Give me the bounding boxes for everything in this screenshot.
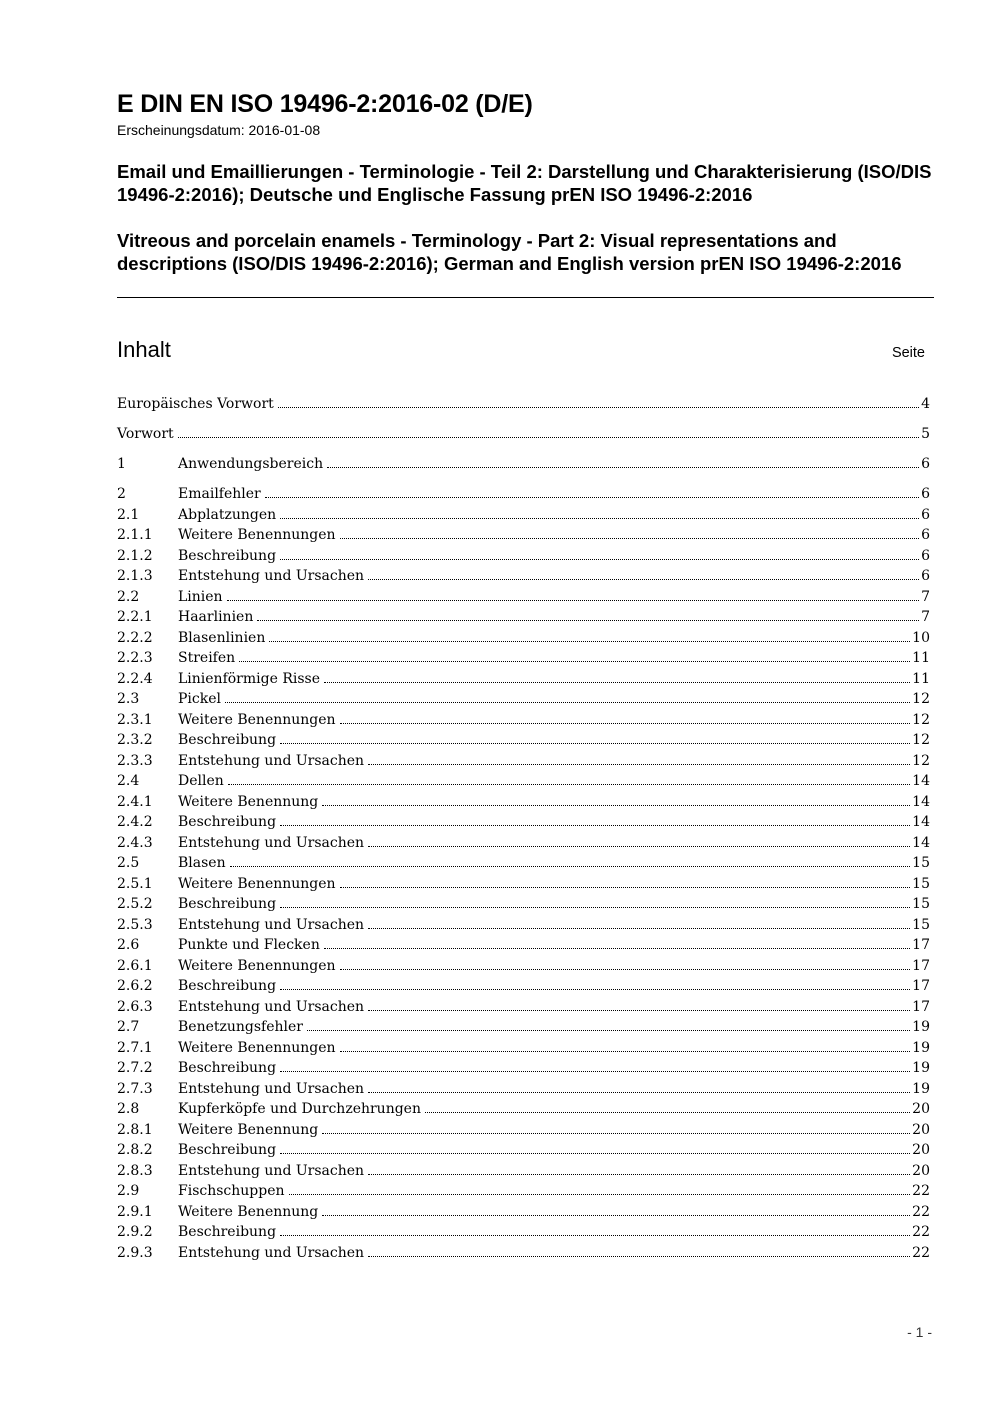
toc-entry-page: 12: [912, 730, 930, 751]
toc-leader-dots: [227, 587, 920, 601]
toc-entry[interactable]: [117, 394, 930, 415]
toc-entry-page: 11: [912, 648, 930, 669]
toc-entry-title: Haarlinien: [178, 607, 255, 628]
toc-entry-title: Weitere Benennungen: [178, 1038, 338, 1059]
toc-entry[interactable]: [117, 525, 930, 546]
title-german: Email und Emaillierungen - Terminologie - Teil 2: Darstellung und Charakterisierung (ISO/DIS 19496-2:2016); Deutsche und Englische Fassung prEN ISO 19496-2:2016: [117, 161, 932, 205]
toc-entry[interactable]: [117, 566, 930, 587]
toc-entry[interactable]: [117, 1202, 930, 1223]
toc-entry[interactable]: [117, 956, 930, 977]
toc-entry[interactable]: [117, 1243, 930, 1264]
toc-entry-number: 2.2.3: [117, 650, 153, 666]
toc-entry-page: 20: [912, 1120, 930, 1141]
toc-entry[interactable]: [117, 1058, 930, 1079]
toc-entry-page: 14: [912, 771, 930, 792]
toc-entry-title: Dellen: [178, 771, 226, 792]
table-of-contents: [117, 394, 930, 1263]
toc-entry-number: 2.3.3: [117, 752, 153, 769]
toc-entry-number: 2.9.3: [117, 1244, 153, 1261]
page-number: - 1 -: [907, 1324, 932, 1340]
toc-entry[interactable]: [117, 546, 930, 567]
toc-entry-title: Entstehung und Ursachen: [178, 833, 366, 854]
toc-entry-title: Entstehung und Ursachen: [178, 751, 366, 772]
document-id: E DIN EN ISO 19496-2:2016-02 (D/E): [117, 90, 533, 118]
toc-entry-number: 2.1.1: [117, 527, 153, 543]
toc-entry-title: Weitere Benennung: [178, 1120, 320, 1141]
toc-entry-page: 19: [912, 1079, 930, 1100]
toc-entry[interactable]: [117, 874, 930, 895]
toc-leader-dots: [327, 454, 919, 468]
toc-entry[interactable]: [117, 1038, 930, 1059]
toc-entry[interactable]: [117, 1099, 930, 1120]
toc-entry-page: 17: [912, 976, 930, 997]
toc-entry-page: 20: [912, 1140, 930, 1161]
toc-entry-page: 6: [921, 484, 930, 505]
toc-leader-dots: [280, 894, 910, 908]
toc-entry-number: 2.2.1: [117, 609, 153, 625]
toc-entry-number: 2.7: [117, 1019, 140, 1035]
toc-leader-dots: [340, 525, 920, 539]
toc-entry-number: 2.7.1: [117, 1039, 153, 1056]
toc-leader-dots: [280, 1140, 910, 1154]
toc-entry-number: 2.7.3: [117, 1080, 153, 1097]
toc-leader-dots: [307, 1017, 910, 1031]
toc-entry-page: 6: [921, 566, 930, 587]
toc-entry-title: Blasen: [178, 853, 228, 874]
toc-entry-page: 6: [921, 505, 930, 526]
toc-entry-page: 12: [912, 689, 930, 710]
toc-entry-page: 17: [912, 935, 930, 956]
toc-entry-title: Beschreibung: [178, 1058, 278, 1079]
toc-entry-page: 12: [912, 710, 930, 731]
toc-entry-title: Vorwort: [117, 424, 176, 445]
toc-entry[interactable]: [117, 505, 930, 526]
toc-entry-title: Streifen: [178, 648, 237, 669]
toc-entry[interactable]: [117, 669, 930, 690]
toc-entry-number: 2.6: [117, 937, 140, 953]
toc-entry-page: 6: [921, 525, 930, 546]
toc-leader-dots: [280, 812, 910, 826]
toc-entry-number: 2.5.3: [117, 916, 153, 933]
toc-entry-title: Weitere Benennungen: [178, 710, 338, 731]
toc-entry[interactable]: [117, 894, 930, 915]
toc-entry-title: Beschreibung: [178, 812, 278, 833]
toc-entry[interactable]: [117, 1161, 930, 1182]
toc-entry-number: 2.6.1: [117, 957, 153, 974]
toc-entry-number: 2.6.3: [117, 998, 153, 1015]
toc-entry-number: 2.2.4: [117, 670, 153, 687]
toc-leader-dots: [368, 751, 910, 765]
toc-entry-title: Emailfehler: [178, 484, 263, 505]
toc-entry-title: Weitere Benennungen: [178, 525, 338, 546]
toc-entry-number: 2.3: [117, 691, 140, 707]
toc-leader-dots: [269, 628, 910, 642]
toc-entry[interactable]: [117, 628, 930, 649]
toc-entry-number: 2.8: [117, 1101, 140, 1117]
toc-entry-number: 2.5.1: [117, 875, 153, 892]
toc-entry[interactable]: [117, 976, 930, 997]
toc-entry-page: 12: [912, 751, 930, 772]
toc-entry-title: Beschreibung: [178, 1140, 278, 1161]
toc-entry-title: Pickel: [178, 689, 223, 710]
toc-entry-title: Weitere Benennungen: [178, 874, 338, 895]
toc-leader-dots: [340, 710, 911, 724]
toc-entry-number: 2.4.2: [117, 814, 153, 830]
toc-leader-dots: [368, 1079, 910, 1093]
toc-entry[interactable]: [117, 648, 930, 669]
toc-entry-number: 2.8.3: [117, 1162, 153, 1179]
toc-entry-title: Weitere Benennung: [178, 1202, 320, 1223]
toc-leader-dots: [280, 976, 910, 990]
toc-leader-dots: [368, 1161, 910, 1175]
toc-entry-title: Entstehung und Ursachen: [178, 1079, 366, 1100]
toc-entry[interactable]: [117, 1079, 930, 1100]
toc-leader-dots: [280, 546, 919, 560]
toc-entry-title: Weitere Benennungen: [178, 956, 338, 977]
toc-entry-number: 2.1: [117, 506, 140, 523]
toc-entry-title: Entstehung und Ursachen: [178, 1161, 366, 1182]
toc-entry-number: 2.1.2: [117, 547, 153, 564]
toc-entry-page: 6: [921, 546, 930, 567]
toc-entry-title: Anwendungsbereich: [178, 454, 325, 475]
toc-entry-number: 2.6.2: [117, 978, 153, 994]
toc-entry-page: 15: [912, 853, 930, 874]
toc-entry[interactable]: [117, 915, 930, 936]
toc-entry-title: Kupferköpfe und Durchzehrungen: [178, 1099, 423, 1120]
toc-entry-title: Benetzungsfehler: [178, 1017, 305, 1038]
toc-leader-dots: [280, 1222, 910, 1236]
toc-entry-title: Beschreibung: [178, 546, 278, 567]
toc-entry-title: Blasenlinien: [178, 628, 267, 649]
toc-entry[interactable]: [117, 833, 930, 854]
toc-entry-number: 2.2.2: [117, 629, 153, 646]
toc-entry-number: 2.9.1: [117, 1203, 153, 1220]
toc-entry-page: 19: [912, 1038, 930, 1059]
toc-leader-dots: [322, 792, 910, 806]
toc-leader-dots: [340, 956, 911, 970]
toc-entry-number: 2.9.2: [117, 1224, 153, 1240]
toc-entry-page: 7: [921, 607, 930, 628]
toc-entry-title: Europäisches Vorwort: [117, 394, 276, 415]
toc-leader-dots: [225, 689, 910, 703]
toc-entry-page: 14: [912, 833, 930, 854]
toc-entry-page: 19: [912, 1017, 930, 1038]
toc-heading: Inhalt: [117, 337, 171, 362]
toc-leader-dots: [239, 648, 910, 662]
toc-entry-title: Entstehung und Ursachen: [178, 1243, 366, 1264]
toc-entry-number: 2.4.3: [117, 834, 153, 851]
toc-entry-number: 2.4: [117, 773, 140, 789]
toc-entry-number: 2.3.1: [117, 711, 153, 728]
toc-entry[interactable]: [117, 484, 930, 505]
toc-entry-title: Weitere Benennung: [178, 792, 320, 813]
toc-entry[interactable]: [117, 424, 930, 445]
toc-entry-page: 22: [912, 1181, 930, 1202]
toc-entry-page: 7: [921, 587, 930, 608]
toc-entry-page: 6: [921, 454, 930, 475]
toc-entry-page: 14: [912, 812, 930, 833]
toc-leader-dots: [228, 771, 910, 785]
toc-entry-number: 2.3.2: [117, 732, 153, 748]
toc-leader-dots: [324, 669, 910, 683]
toc-entry[interactable]: [117, 710, 930, 731]
toc-leader-dots: [340, 1038, 911, 1052]
toc-entry-number: 2.1.3: [117, 568, 153, 584]
toc-entry-page: 15: [912, 874, 930, 895]
toc-entry[interactable]: [117, 587, 930, 608]
toc-leader-dots: [324, 935, 910, 949]
toc-entry-page: 10: [912, 628, 930, 649]
toc-leader-dots: [230, 853, 911, 867]
toc-entry-number: 2.2: [117, 588, 140, 605]
toc-entry[interactable]: [117, 689, 930, 710]
toc-leader-dots: [280, 505, 919, 519]
toc-entry[interactable]: [117, 730, 930, 751]
title-english: Vitreous and porcelain enamels - Terminology - Part 2: Visual representations and descriptions (ISO/DIS 19496-2:2016); German and English version prEN ISO 19496-2:2016: [117, 230, 902, 274]
toc-entry-title: Beschreibung: [178, 894, 278, 915]
toc-entry-title: Punkte und Flecken: [178, 935, 322, 956]
toc-entry-number: 2.7.2: [117, 1060, 153, 1076]
toc-leader-dots: [280, 1058, 910, 1072]
toc-entry-number: 2.8.1: [117, 1121, 153, 1138]
toc-entry[interactable]: [117, 771, 930, 792]
toc-leader-dots: [340, 874, 911, 888]
toc-entry[interactable]: [117, 1120, 930, 1141]
toc-entry-title: Linienförmige Risse: [178, 669, 322, 690]
toc-entry-page: 19: [912, 1058, 930, 1079]
toc-entry-page: 17: [912, 997, 930, 1018]
toc-entry-page: 17: [912, 956, 930, 977]
toc-entry-page: 20: [912, 1099, 930, 1120]
toc-entry-title: Entstehung und Ursachen: [178, 915, 366, 936]
toc-entry-page: 15: [912, 915, 930, 936]
header-divider: [117, 297, 934, 298]
toc-entry-title: Entstehung und Ursachen: [178, 997, 366, 1018]
toc-entry[interactable]: [117, 935, 930, 956]
toc-entry-title: Beschreibung: [178, 976, 278, 997]
page-column-label: Seite: [891, 345, 925, 361]
toc-leader-dots: [265, 484, 919, 498]
toc-leader-dots: [368, 833, 910, 847]
toc-entry-title: Entstehung und Ursachen: [178, 566, 366, 587]
toc-entry[interactable]: [117, 1181, 930, 1202]
toc-entry-title: Abplatzungen: [178, 505, 278, 526]
toc-entry-number: 2.5.2: [117, 896, 153, 912]
toc-entry-number: 2: [117, 486, 126, 502]
toc-entry-page: 20: [912, 1161, 930, 1182]
toc-leader-dots: [368, 915, 910, 929]
toc-entry[interactable]: [117, 751, 930, 772]
toc-entry[interactable]: [117, 792, 930, 813]
toc-leader-dots: [289, 1181, 911, 1195]
toc-entry-number: 1: [117, 456, 126, 472]
toc-entry[interactable]: [117, 812, 930, 833]
toc-entry-page: 22: [912, 1202, 930, 1223]
toc-entry-title: Beschreibung: [178, 1222, 278, 1243]
toc-entry[interactable]: [117, 607, 930, 628]
toc-leader-dots: [278, 394, 919, 408]
toc-entry-page: 4: [921, 394, 930, 415]
toc-entry[interactable]: [117, 1222, 930, 1243]
toc-entry-title: Fischschuppen: [178, 1181, 287, 1202]
toc-entry-number: 2.9: [117, 1183, 140, 1199]
toc-entry-title: Beschreibung: [178, 730, 278, 751]
publication-date: Erscheinungsdatum: 2016-01-08: [117, 122, 321, 138]
toc-entry-page: 22: [912, 1243, 930, 1264]
toc-leader-dots: [368, 997, 910, 1011]
toc-leader-dots: [322, 1202, 910, 1216]
toc-leader-dots: [322, 1120, 910, 1134]
toc-leader-dots: [368, 1243, 910, 1257]
toc-leader-dots: [178, 424, 919, 438]
toc-entry-number: 2.5: [117, 855, 140, 871]
toc-leader-dots: [368, 566, 919, 580]
toc-entry-number: 2.4.1: [117, 793, 153, 810]
toc-entry[interactable]: [117, 454, 930, 475]
toc-entry-page: 22: [912, 1222, 930, 1243]
toc-leader-dots: [280, 730, 910, 744]
toc-entry[interactable]: [117, 853, 930, 874]
toc-leader-dots: [425, 1099, 910, 1113]
toc-entry[interactable]: [117, 1140, 930, 1161]
toc-entry-page: 14: [912, 792, 930, 813]
toc-entry-page: 15: [912, 894, 930, 915]
toc-entry[interactable]: [117, 997, 930, 1018]
toc-leader-dots: [257, 607, 919, 621]
toc-entry-page: 5: [921, 424, 930, 445]
toc-entry[interactable]: [117, 1017, 930, 1038]
toc-entry-page: 11: [912, 669, 930, 690]
toc-entry-number: 2.8.2: [117, 1142, 153, 1158]
toc-entry-title: Linien: [178, 587, 225, 608]
